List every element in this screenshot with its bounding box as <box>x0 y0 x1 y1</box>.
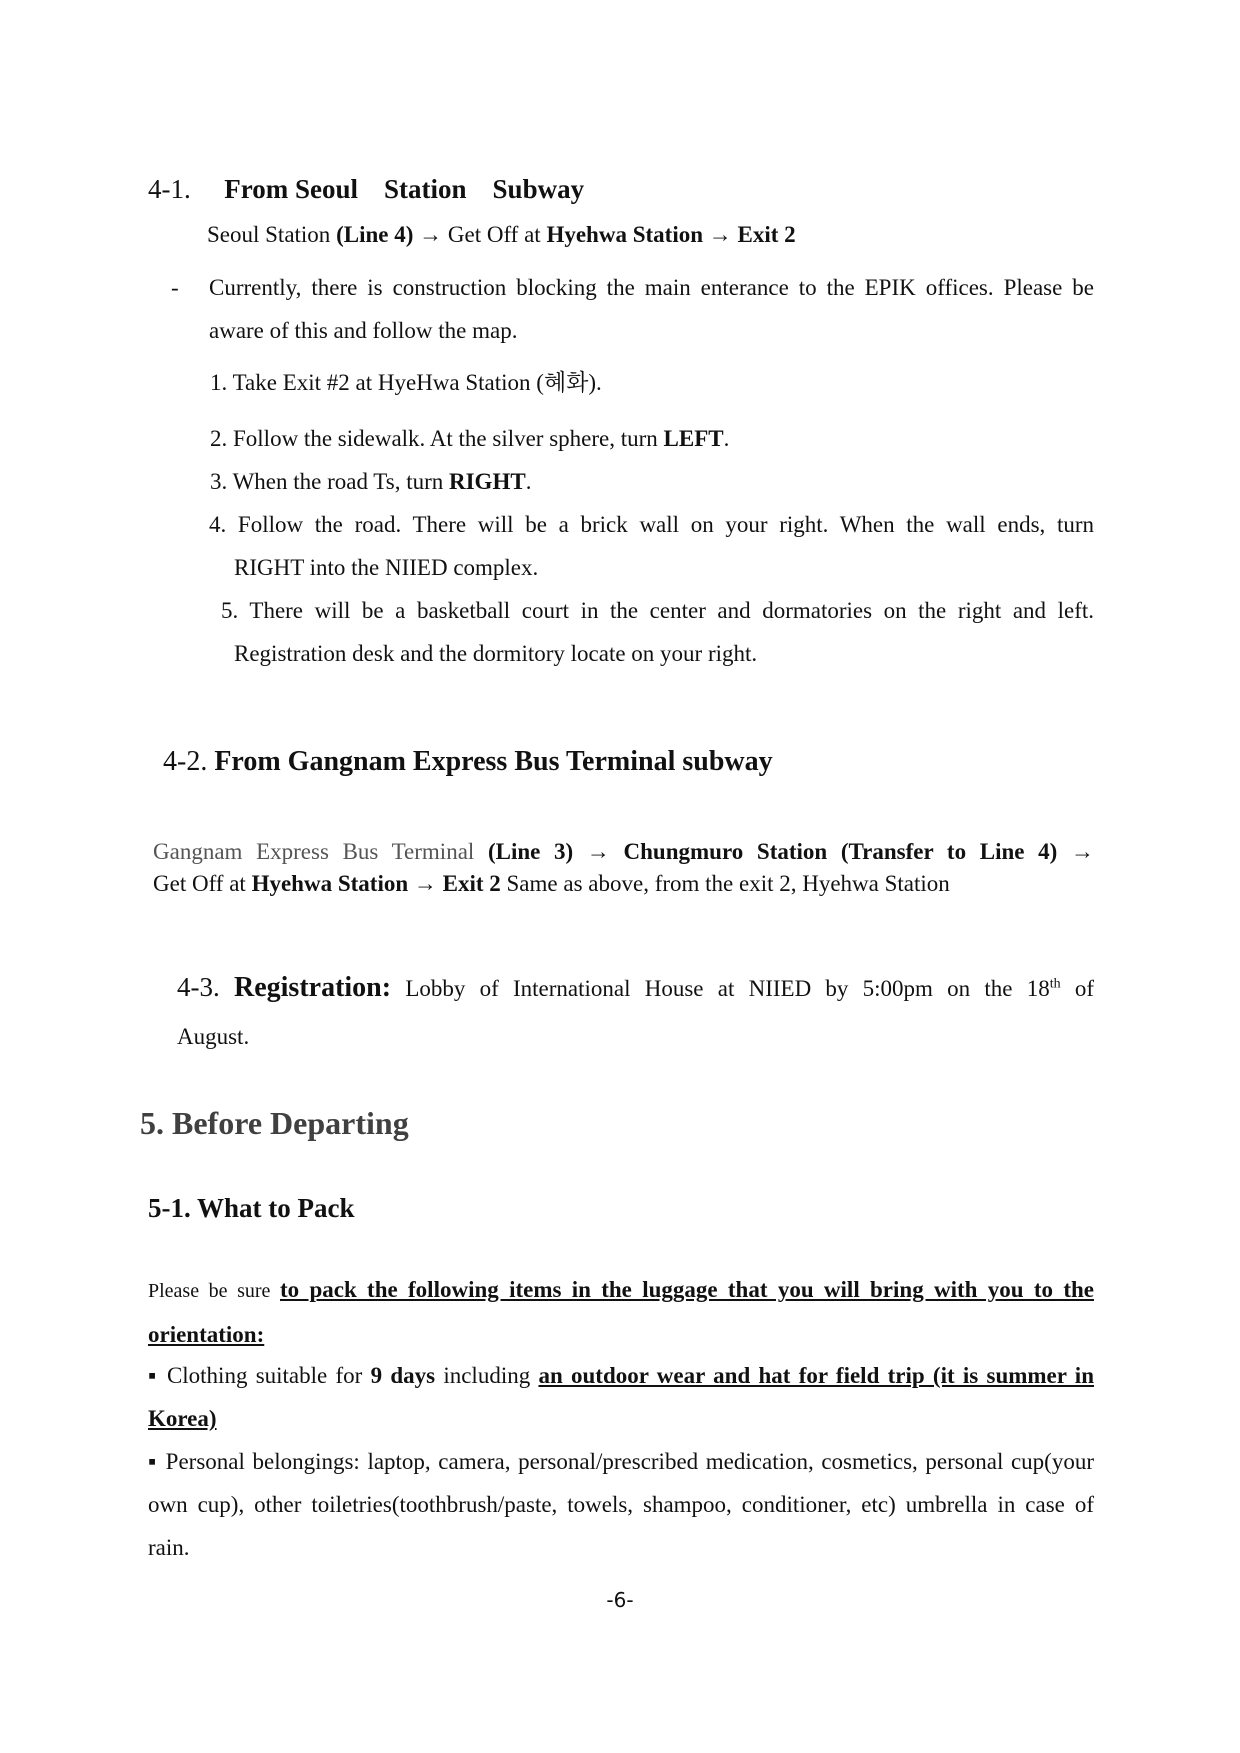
direction-step-5 <box>221 589 1094 675</box>
section-5-1-heading: 5-1. What to Pack <box>148 1193 355 1223</box>
section-4-3-registration <box>177 963 1094 1061</box>
direction-step-1: 1. Take Exit #2 at HyeHwa Station (혜화). <box>210 370 602 395</box>
route-destination: Hyehwa Station → Exit 2 <box>251 871 501 896</box>
route-line: (Line 4) → <box>336 222 443 247</box>
route-note: Same as above, from the exit 2, Hyehwa Station <box>500 871 950 896</box>
section-4-1-number: 4-1. <box>148 174 191 204</box>
section-4-1-title-word-1: From Seoul <box>224 174 358 204</box>
direction-step-4-line-1: 4. Follow the road. There will be a brick wall on your right. When the wall ends, turn <box>209 512 1094 537</box>
registration-text-end: of <box>1060 976 1095 1001</box>
packing-intro-emphasis: to pack the following items in the luggage that you will bring with you to the orientation: <box>148 1277 1094 1347</box>
clothing-emphasis: an outdoor wear and hat for field trip (it is summer in Korea) <box>148 1363 1094 1431</box>
page-number: -6- <box>606 1588 634 1612</box>
section-4-1-title-word-2: Station <box>384 174 467 204</box>
direction-step-5-line-2: Registration desk and the dormitory locate on your right. <box>234 641 758 666</box>
ordinal-suffix: th <box>1049 976 1061 992</box>
note-dash: - <box>171 275 179 300</box>
route-destination: Hyehwa Station → Exit 2 <box>546 222 796 247</box>
direction-step-4 <box>209 503 1094 589</box>
registration-date-line-2: August. <box>177 1024 250 1049</box>
section-4-2-heading <box>163 744 773 780</box>
route-text: Seoul Station <box>207 222 337 247</box>
direction-step-4-line-2: RIGHT into the NIIED complex. <box>234 555 539 580</box>
belongings-text: Personal belongings: laptop, camera, personal/prescribed medication, cosmetics, personal cup(your own cup), other toiletries(toothbrush/paste, towels, shampoo, conditioner, etc) umbrella in case of rain. <box>148 1449 1094 1560</box>
direction-step-2: 2. Follow the sidewalk. At the silver sphere, turn LEFT. <box>210 426 730 451</box>
packing-item-clothing: ▪ Clothing suitable for 9 days including an outdoor wear and hat for field trip (it is summer in Korea) <box>148 1363 1094 1431</box>
route-text: Get Off at <box>153 871 252 896</box>
construction-note: Currently, there is construction blocking the main enterance to the EPIK offices. Please be aware of this and follow the map. <box>209 275 1094 343</box>
section-4-3-number: 4-3. <box>177 972 220 1002</box>
section-5-heading: 5. Before Departing <box>140 1105 409 1141</box>
section-4-2-route <box>153 836 1094 900</box>
bullet-icon: ▪ <box>148 1363 159 1388</box>
bullet-icon: ▪ <box>148 1449 159 1474</box>
direction-step-3: 3. When the road Ts, turn RIGHT. <box>210 469 532 494</box>
route-line: (Line 3) → Chungmuro Station (Transfer to Line 4) → <box>487 839 1094 864</box>
packing-intro <box>148 1268 1094 1356</box>
registration-text: Lobby of International House at NIIED by 5:00pm on the 18 <box>405 976 1050 1001</box>
route-text: Gangnam Express Bus Terminal <box>153 839 488 864</box>
section-4-1-heading <box>148 171 584 207</box>
section-4-1-route <box>207 219 796 251</box>
packing-intro-text: Please be sure <box>148 1280 280 1302</box>
section-4-2-number: 4-2. <box>163 746 208 777</box>
direction-step-5-line-1: 5. There will be a basketball court in the center and dormatories on the right and left. <box>221 598 1094 623</box>
route-text: Get Off at <box>442 222 547 247</box>
registration-label: Registration: <box>234 972 392 1003</box>
section-4-2-title: From Gangnam Express Bus Terminal subway <box>214 746 773 777</box>
packing-item-belongings <box>148 1440 1094 1569</box>
section-4-1-title-word-3: Subway <box>492 174 585 204</box>
